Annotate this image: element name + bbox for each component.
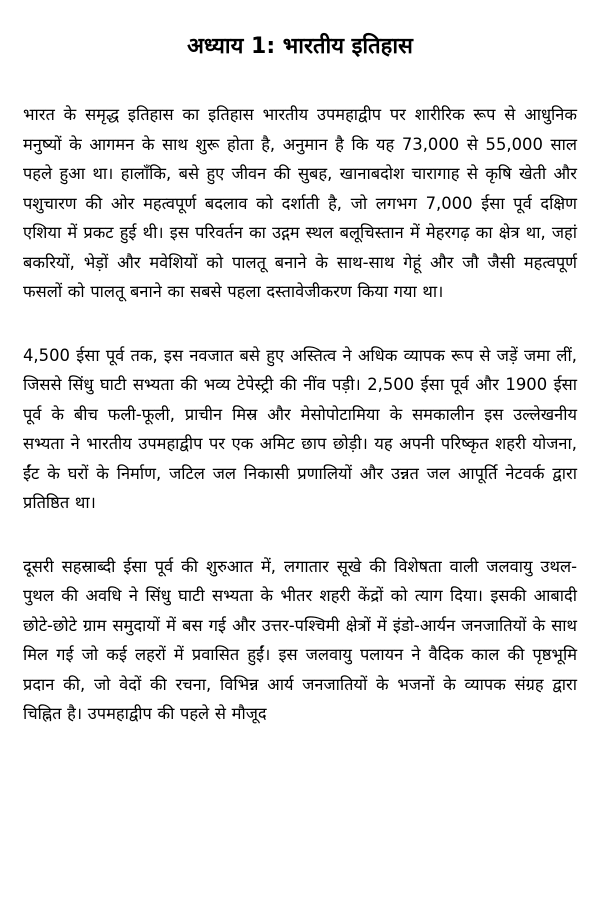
- chapter-title: अध्याय 1: भारतीय इतिहास: [187, 34, 413, 59]
- paragraph-early-history: भारत के समृद्ध इतिहास का इतिहास भारतीय उपमहाद्वीप पर शारीरिक रूप से आधुनिक मनुष्यों के आगमन के साथ शुरू होता है, अनुमान है कि यह 73,000 से 55,000 साल पहले हुआ था। हालाँकि, बसे हुए जीवन की सुबह, खानाबदोश चारागाह से कृषि खेती और पशुचारण की ओर महत्वपूर्ण बदलाव को दर्शाती है, जो लगभग 7,000 ईसा पूर्व दक्षिण एशिया में प्रकट हुई थी। इस परिवर्तन का उद्गम स्थल बलूचिस्तान में मेहरगढ़ का क्षेत्र था, जहां बकरियों, भेड़ों और मवेशियों को पालतू बनाने के साथ-साथ गेहूं और जौ जैसी महत्वपूर्ण फसलों को पालतू बनाने का सबसे पहला दस्तावेजीकरण किया गया था।: [23, 105, 577, 301]
- paragraph-vedic-transition: दूसरी सहस्राब्दी ईसा पूर्व की शुरुआत में, लगातार सूखे की विशेषता वाली जलवायु उथल-पुथल की अवधि ने सिंधु घाटी सभ्यता के भीतर शहरी केंद्रों को त्याग दिया। इसकी आबादी छोटे-छोटे ग्राम समुदायों में बस गई और उत्तर-पश्चिमी क्षेत्रों में इंडो-आर्यन जनजातियों के साथ मिल गई जो कई लहरों में प्रवासित हुईं। इस जलवायु पलायन ने वैदिक काल की पृष्ठभूमि प्रदान की, जो वेदों की रचना, विभिन्न आर्य जनजातियों के भजनों के व्यापक संग्रह द्वारा चिह्नित है। उपमहाद्वीप की पहले से मौजूद: [23, 556, 577, 723]
- paragraph-indus-valley: 4,500 ईसा पूर्व तक, इस नवजात बसे हुए अस्तित्व ने अधिक व्यापक रूप से जड़ें जमा लीं, जिससे सिंधु घाटी सभ्यता की भव्य टेपेस्ट्री की नींव पड़ी। 2,500 ईसा पूर्व और 1900 ईसा पूर्व के बीच फली-फूली, प्राचीन मिस्र और मेसोपोटामिया के समकालीन इस उल्लेखनीय सभ्यता ने भारतीय उपमहाद्वीप पर एक अमिट छाप छोड़ी। यह अपनी परिष्कृत शहरी योजना, ईंट के घरों के निर्माण, जटिल जल निकासी प्रणालियों और उन्नत जल आपूर्ति नेटवर्क द्वारा प्रतिष्ठित था।: [23, 345, 577, 512]
